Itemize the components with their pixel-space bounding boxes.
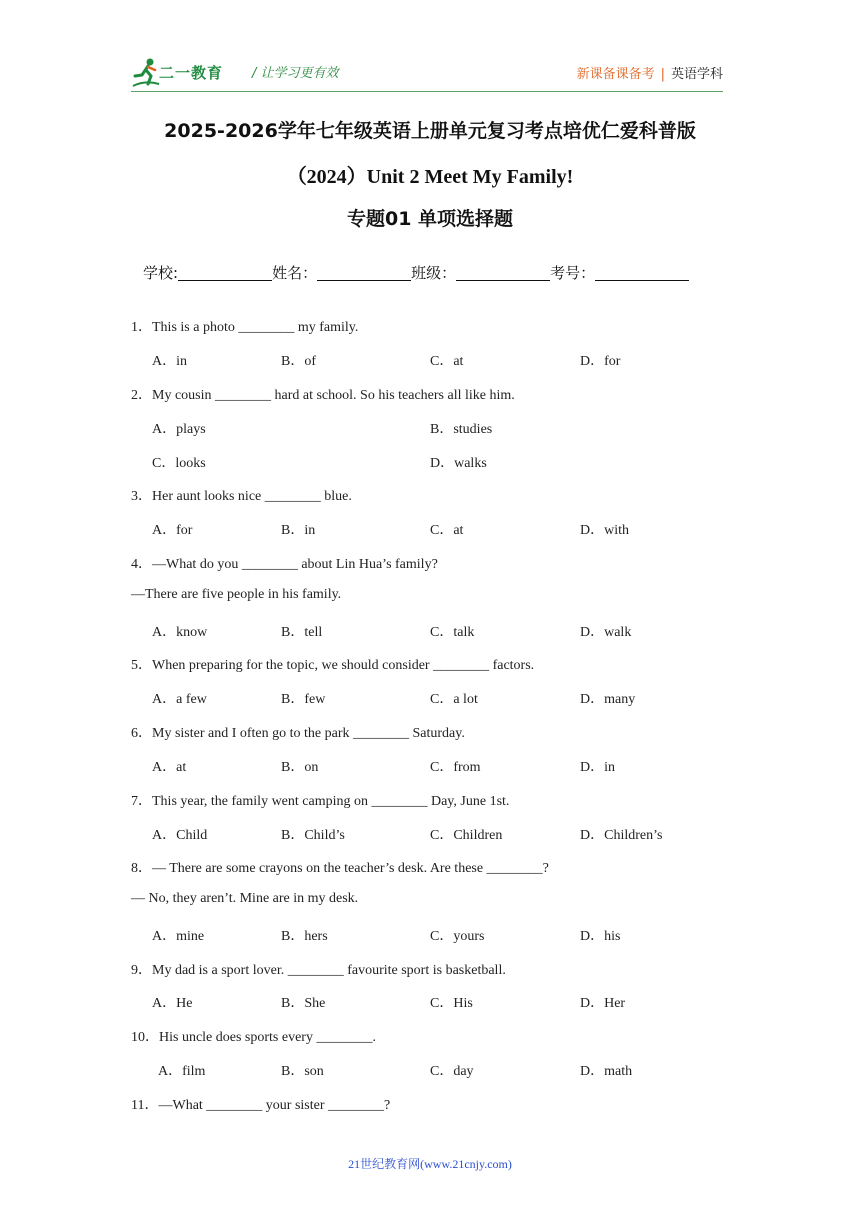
option-b[interactable]: B．Child’s bbox=[281, 828, 345, 843]
option-d[interactable]: D．walks bbox=[430, 456, 487, 471]
student-info-line bbox=[143, 262, 689, 283]
option-b[interactable]: B．of bbox=[281, 354, 316, 369]
option-b[interactable]: B．son bbox=[281, 1064, 324, 1079]
question-1: 1．This is a photo ________ my family. bbox=[131, 320, 359, 335]
question-10: 10．His uncle does sports every ________. bbox=[131, 1030, 376, 1045]
question-11: 11．—What ________ your sister ________? bbox=[131, 1098, 391, 1113]
option-a[interactable]: A．at bbox=[152, 760, 187, 775]
option-a[interactable]: A．know bbox=[152, 625, 208, 640]
option-d[interactable]: D．his bbox=[580, 929, 621, 944]
option-b[interactable]: B．studies bbox=[430, 422, 493, 437]
option-a[interactable]: A．He bbox=[152, 996, 193, 1011]
option-a[interactable]: A．plays bbox=[152, 422, 206, 437]
option-c[interactable]: C．from bbox=[430, 760, 481, 775]
option-d[interactable]: D．Children’s bbox=[580, 828, 663, 843]
option-c[interactable]: C．talk bbox=[430, 625, 475, 640]
option-b[interactable]: B．on bbox=[281, 760, 319, 775]
class-blank[interactable] bbox=[456, 265, 550, 281]
option-a[interactable]: A．in bbox=[152, 354, 187, 369]
page-footer[interactable]: 21世纪教育网(www.21cnjy.com) bbox=[348, 1157, 512, 1171]
logo-text: 二一教育 bbox=[159, 64, 224, 82]
runner-logo-icon bbox=[131, 56, 161, 90]
option-d[interactable]: D．walk bbox=[580, 625, 632, 640]
section-title: 专题01 单项选择题 bbox=[346, 208, 514, 230]
header-tag: 新课备课备考 bbox=[576, 67, 655, 82]
option-a[interactable]: A．mine bbox=[152, 929, 205, 944]
school-blank[interactable] bbox=[178, 265, 272, 281]
school-label: 学校: bbox=[143, 264, 179, 282]
option-c[interactable]: C．day bbox=[430, 1064, 474, 1079]
option-d[interactable]: D．math bbox=[580, 1064, 633, 1079]
question-9: 9．My dad is a sport lover. ________ favourite sport is basketball. bbox=[131, 963, 506, 978]
option-c[interactable]: C．yours bbox=[430, 929, 485, 944]
header-subject bbox=[577, 63, 723, 82]
slogan: / 让学习更有效 bbox=[252, 66, 339, 81]
option-b[interactable]: B．in bbox=[281, 523, 316, 538]
option-d[interactable]: D．for bbox=[580, 354, 621, 369]
option-c[interactable]: C．a lot bbox=[430, 692, 478, 707]
option-d[interactable]: D．with bbox=[580, 523, 629, 538]
option-b[interactable]: B．She bbox=[281, 996, 326, 1011]
option-c[interactable]: C．at bbox=[430, 523, 464, 538]
option-a[interactable]: A．for bbox=[152, 523, 193, 538]
question-4: 4．—What do you ________ about Lin Hua’s family? bbox=[131, 557, 438, 572]
option-d[interactable]: D．in bbox=[580, 760, 615, 775]
option-b[interactable]: B．tell bbox=[281, 625, 323, 640]
option-c[interactable]: C．looks bbox=[152, 456, 206, 471]
name-label: 姓名： bbox=[272, 264, 318, 282]
option-c[interactable]: C．Children bbox=[430, 828, 503, 843]
option-c[interactable]: C．at bbox=[430, 354, 464, 369]
option-a[interactable]: A．film bbox=[158, 1064, 206, 1079]
page-subtitle: （2024）Unit 2 Meet My Family! bbox=[286, 166, 574, 188]
question-7: 7．This year, the family went camping on ________ Day, June 1st. bbox=[131, 794, 510, 809]
number-label: 考号： bbox=[550, 264, 596, 282]
header-divider bbox=[131, 91, 723, 92]
page-header bbox=[131, 56, 723, 90]
question-2: 2．My cousin ________ hard at school. So his teachers all like him. bbox=[131, 388, 515, 403]
logo bbox=[131, 56, 243, 90]
option-a[interactable]: A．Child bbox=[152, 828, 208, 843]
header-separator: | bbox=[660, 67, 665, 82]
option-b[interactable]: B．few bbox=[281, 692, 326, 707]
question-6: 6．My sister and I often go to the park ________ Saturday. bbox=[131, 726, 465, 741]
question-8: 8．— There are some crayons on the teacher’s desk. Are these ________? bbox=[131, 861, 549, 876]
question-5: 5．When preparing for the topic, we should consider ________ factors. bbox=[131, 658, 535, 673]
header-subject-label: 英语学科 bbox=[670, 67, 723, 82]
option-d[interactable]: D．Her bbox=[580, 996, 626, 1011]
page-title: 2025-2026学年七年级英语上册单元复习考点培优仁爱科普版 bbox=[164, 120, 696, 142]
name-blank[interactable] bbox=[317, 265, 411, 281]
class-label: 班级： bbox=[411, 264, 457, 282]
option-d[interactable]: D．many bbox=[580, 692, 636, 707]
option-b[interactable]: B．hers bbox=[281, 929, 328, 944]
question-4-reply: —There are five people in his family. bbox=[131, 587, 342, 602]
question-8-reply: — No, they aren’t. Mine are in my desk. bbox=[131, 891, 359, 906]
number-blank[interactable] bbox=[595, 265, 689, 281]
question-3: 3．Her aunt looks nice ________ blue. bbox=[131, 489, 352, 504]
option-c[interactable]: C．His bbox=[430, 996, 473, 1011]
option-a[interactable]: A．a few bbox=[152, 692, 207, 707]
